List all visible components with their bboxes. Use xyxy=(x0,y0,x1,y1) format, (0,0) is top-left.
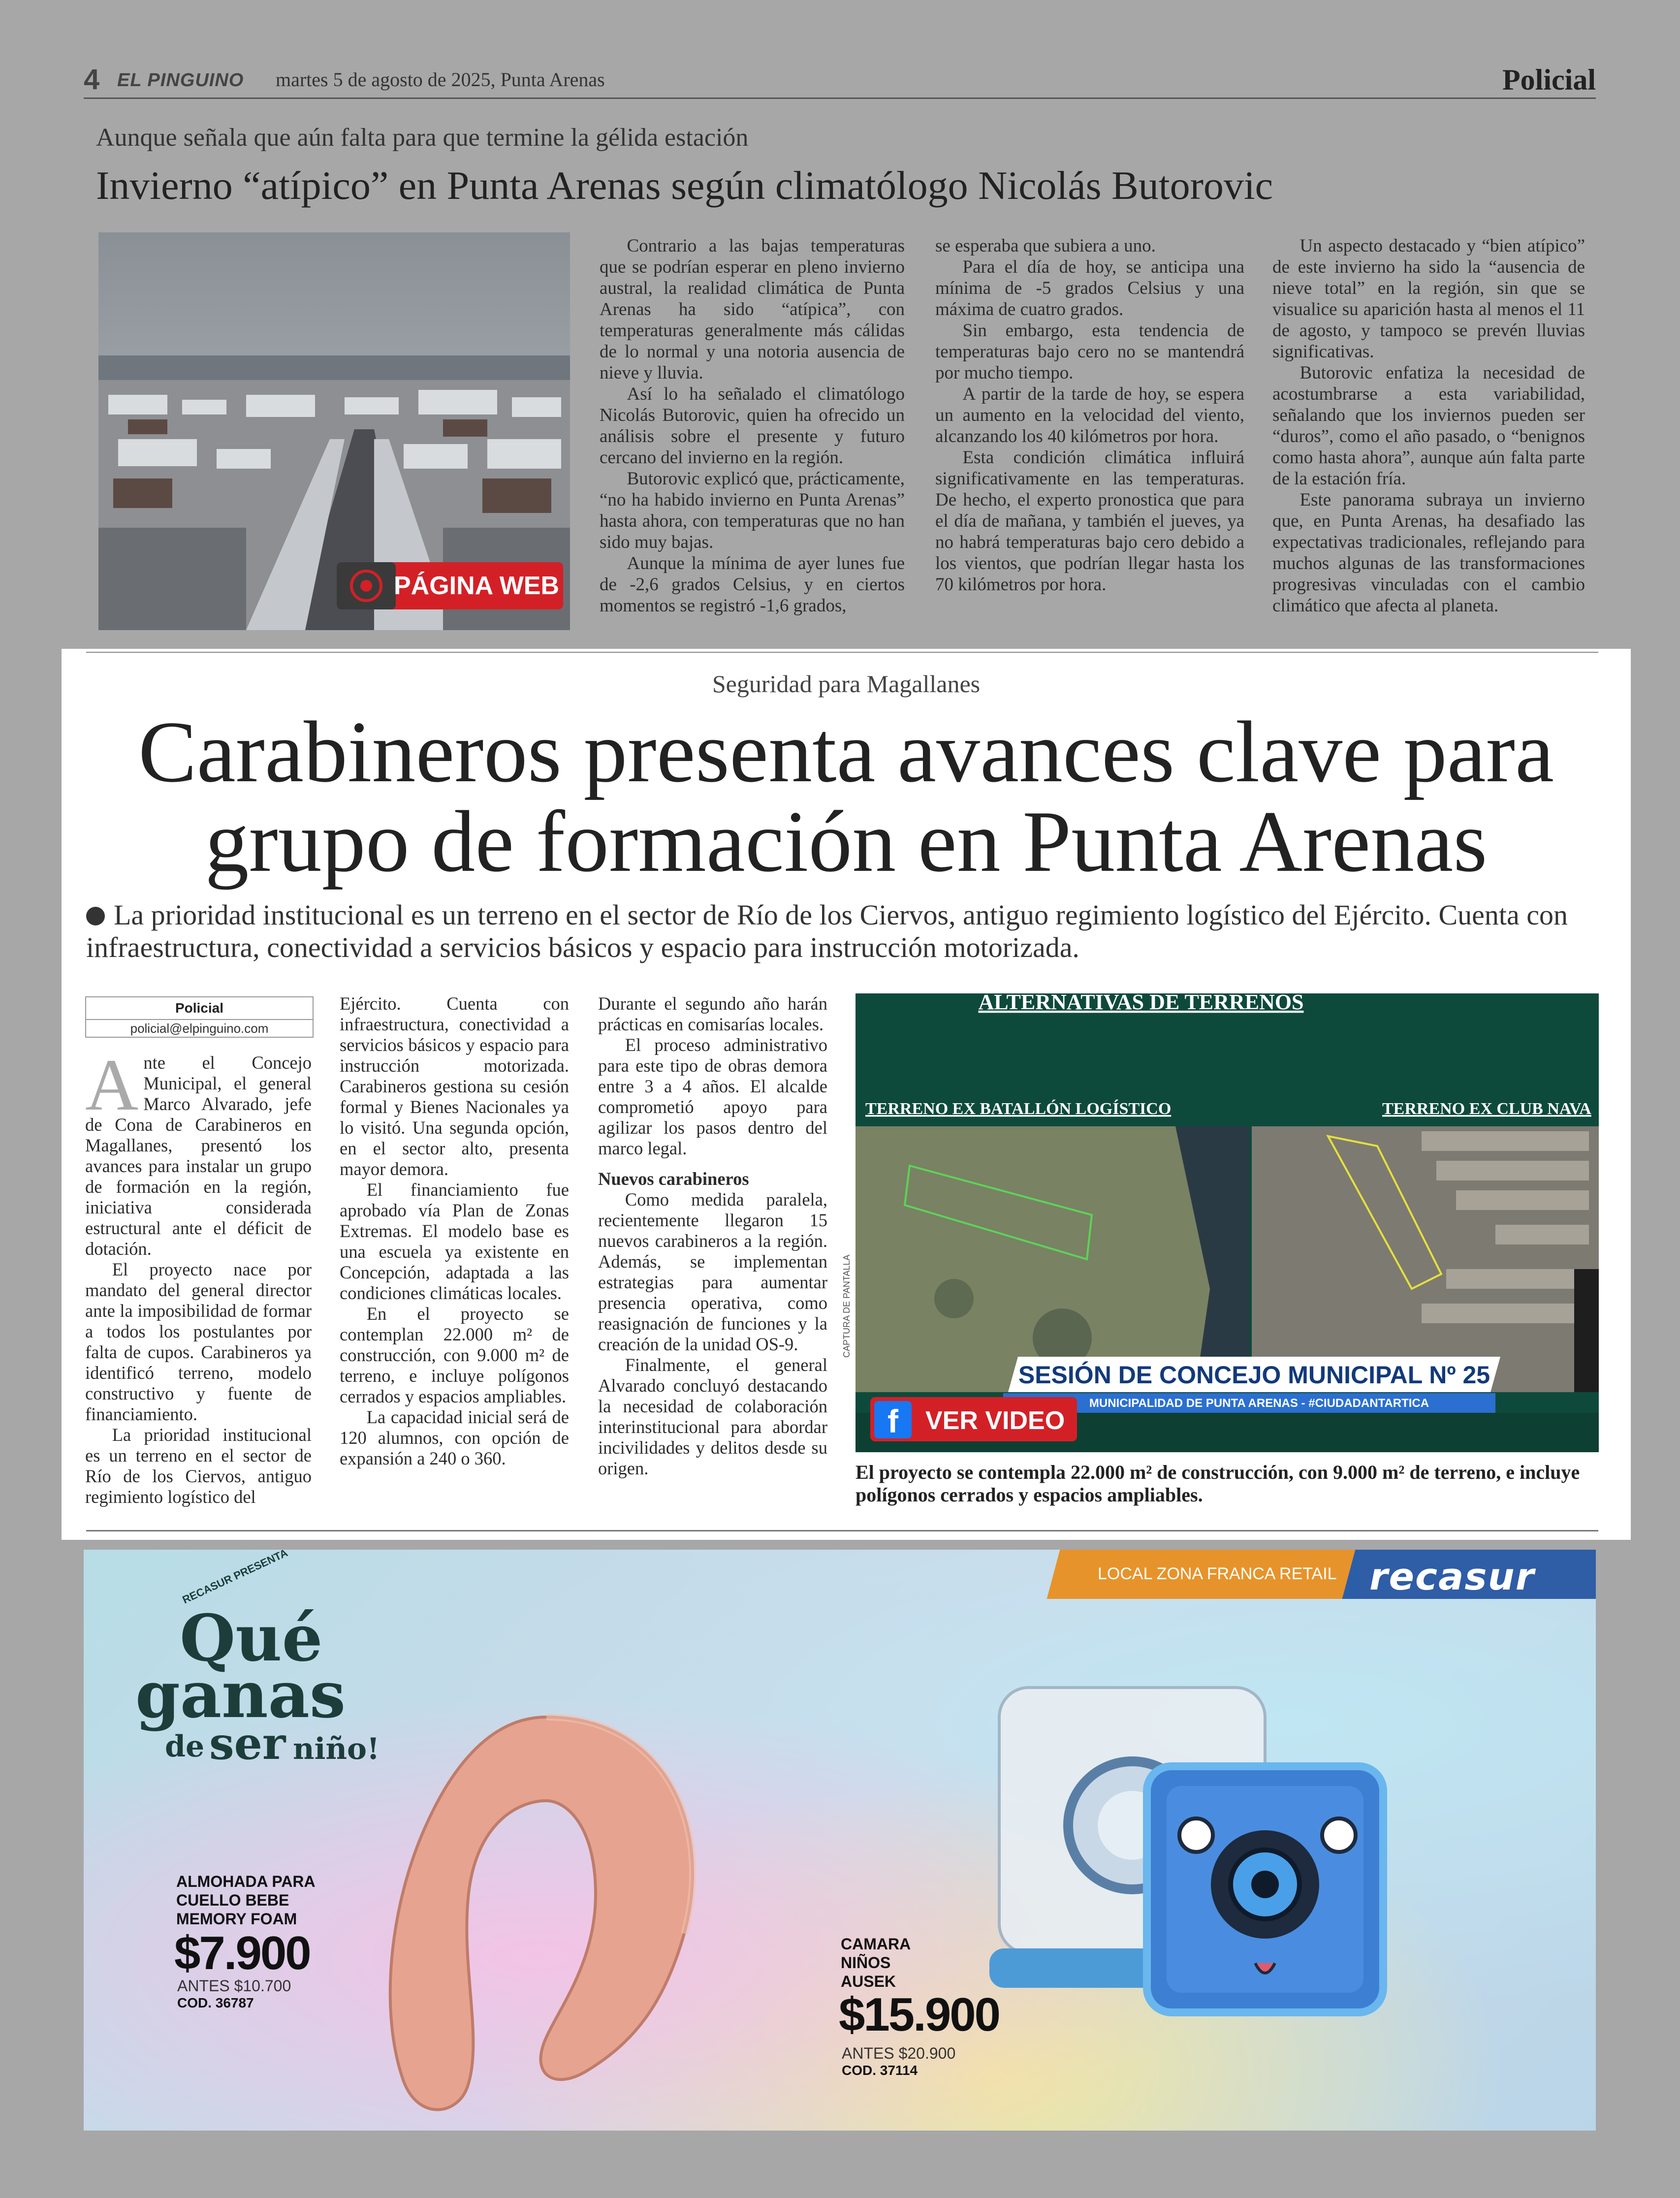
campaign-logo xyxy=(126,1546,381,1786)
paragraph: Butorovic explicó que, prácticamente, “no ha habido invierno en Punta Arenas” hasta ahora, con temperaturas que no han sido muy bajas. xyxy=(600,469,905,552)
advertisement[interactable] xyxy=(84,1546,1596,2131)
paragraph: Esta condición climática influirá significativamente en las temperaturas. De hecho, el experto pronostica que para el día de mañana, y también el jueves, ya no habrá temperaturas bajo cero debido a los vientos, que podrían llegar hasta los 70 kilómetros por hora. xyxy=(935,447,1244,595)
lead-text: nte el Concejo Municipal, el general Marco Alvarado, jefe de Cona de Carabineros en Magallanes, presentó los avances para instalar un grupo de formación en la región, iniciativa considerada estructural ante el déficit de dotación. xyxy=(85,1052,312,1259)
paragraph: El proceso administrativo para este tipo de obras demora entre 3 a 4 años. El alcalde comprometió apoyo para agilizar los pasos dentro del marco legal. xyxy=(598,1035,827,1158)
meeting-slide-image xyxy=(856,990,1599,1452)
lead-paragraph xyxy=(85,1044,312,1259)
paragraph: La prioridad institucional es un terreno en el sector de Río de los Ciervos, antiguo regimiento logístico del xyxy=(85,1425,312,1507)
article1-photo xyxy=(98,232,570,630)
product-1-old-price: ANTES $10.700 xyxy=(177,1977,291,1995)
tag-section: Policial xyxy=(175,1000,224,1016)
product-1-code: COD. 36787 xyxy=(177,1995,254,2010)
article1-column-2 xyxy=(935,235,1244,595)
paragraph: El financiamiento fue aprobado vía Plan de Zonas Extremas. El modelo base es una escuela ya existente en Concepción, adaptada a las condiciones climáticas locales. xyxy=(340,1179,569,1303)
paragraph: Sin embargo, esta tendencia de temperaturas bajo cero no se mantendrá por mucho tiempo. xyxy=(935,320,1244,383)
logo-line: de xyxy=(165,1729,205,1764)
paragraph: se esperaba que subiera a uno. xyxy=(935,236,1156,256)
article2-deck xyxy=(86,899,1592,964)
featured-article xyxy=(62,649,1631,1540)
photo-caption: El proyecto se contempla 22.000 m² de construcción, con 9.000 m² de terreno, e incluye polígonos cerrados y espacios ampliables. xyxy=(856,1461,1580,1506)
paragraph: Butorovic enfatiza la necesidad de acostumbrarse a esta variabilidad, señalando que los inviernos pueden ser “duros”, como el año pasado, o “benignos como hasta ahora”, aunque aún falta parte de la estación fría. xyxy=(1272,363,1585,489)
neck-pillow-image xyxy=(359,1697,733,2131)
bullet-icon xyxy=(86,907,105,925)
product-1-price: $7.900 xyxy=(174,1927,310,1979)
facebook-letter: f xyxy=(888,1403,898,1439)
logo-line: ser xyxy=(209,1718,286,1770)
article1-column-1 xyxy=(600,235,905,616)
drop-cap: A xyxy=(85,1044,139,1126)
name-line: CUELLO BEBE xyxy=(176,1891,289,1909)
logo-line: ganas xyxy=(135,1657,346,1732)
divider xyxy=(86,1530,1598,1531)
paragraph: Un aspecto destacado y “bien atípico” de este invierno ha sido la “ausencia de nieve total” en la región, sin que se visualice su aparición hasta al menos el 11 de agosto, y tampoco se prevén lluvias significativas. xyxy=(1272,236,1585,362)
paragraph: Para el día de hoy, se anticipa una mínima de -5 grados Celsius y una máxima de cuatro grados. xyxy=(935,257,1244,319)
paragraph: Aunque la mínima de ayer lunes fue de -2,6 grados Celsius, y en ciertos momentos se registró -1,6 grados, xyxy=(600,553,905,616)
brand-name: recasur xyxy=(1369,1555,1535,1598)
article2-headline xyxy=(62,703,1631,890)
header-date: martes 5 de agosto de 2025, Punta Arenas xyxy=(276,68,605,91)
article1-column-3 xyxy=(1272,235,1585,616)
paragraph: Finalmente, el general Alvarado concluyó destacando la necesidad de colaboración interinstitucional para abordar incivilidades y delitos desde su origen. xyxy=(598,1355,827,1478)
product-1-name xyxy=(176,1872,316,1928)
headline-line: grupo de formación en Punta Arenas xyxy=(205,793,1488,890)
paragraph: Así lo ha señalado el climatólogo Nicolás Butorovic, quien ha ofrecido un análisis sobre el presente y futuro cercano del invierno en la región. xyxy=(600,384,905,468)
paragraph: El proyecto nace por mandato del general director ante la imposibilidad de formar a todos los postulantes por falta de cupos. Carabineros ya identificó terreno, modelo constructivo y fuente de financiamiento. xyxy=(85,1259,312,1424)
left-map-label: TERRENO EX BATALLÓN LOGÍSTICO xyxy=(865,1100,1172,1118)
tag-email-link[interactable]: policial@elpinguino.com xyxy=(86,1019,313,1038)
video-screenshot xyxy=(856,990,1599,1452)
section-tag xyxy=(85,996,314,1038)
name-line: MEMORY FOAM xyxy=(176,1910,297,1928)
headline-line: Carabineros presenta avances clave para xyxy=(138,703,1554,800)
store-location-label: LOCAL ZONA FRANCA RETAIL xyxy=(1098,1564,1337,1583)
product-2-price: $15.900 xyxy=(839,1988,1000,2041)
paragraph: En el proyecto se contemplan 22.000 m² de construcción, con 9.000 m² de terreno, e incluye polígonos cerrados y espacios ampliables. xyxy=(340,1304,569,1406)
subheading: Nuevos carabineros xyxy=(598,1169,749,1189)
logo-top: RECASUR PRESENTA xyxy=(180,1546,290,1606)
article1-headline: Invierno “atípico” en Punta Arenas según climatólogo Nicolás Butorovic xyxy=(96,163,1273,208)
page-header xyxy=(84,63,1596,99)
watch-video-button[interactable] xyxy=(870,1397,1077,1441)
paragraph: La capacidad inicial será de 120 alumnos, con opción de expansión a 240 o 360. xyxy=(340,1407,569,1468)
article2-column-2 xyxy=(340,993,569,1469)
slide-title: ALTERNATIVAS DE TERRENOS xyxy=(978,990,1304,1014)
newspaper-brand: EL PINGUINO xyxy=(117,70,244,91)
right-map-label: TERRENO EX CLUB NAVA xyxy=(1382,1100,1591,1118)
snowy-city-photo xyxy=(98,232,570,630)
deck-text: La prioridad institucional es un terreno en el sector de Río de los Ciervos, antiguo regimiento logístico del Ejército. Cuenta con infraestructura, conectividad a servicios básicos y espacio para instrucción motorizada. xyxy=(86,899,1568,963)
right-aerial-map xyxy=(1252,1126,1599,1392)
paragraph: Como medida paralela, recientemente llegaron 15 nuevos carabineros a la región. Además, se implementan estrategias para aumentar presencia operativa, como reasignación de funciones y la creación de la unidad OS-9. xyxy=(598,1189,827,1354)
section-name: Policial xyxy=(1502,64,1596,96)
paragraph: A partir de la tarde de hoy, se espera un aumento en la velocidad del viento, alcanzando los 40 kilómetros por hora. xyxy=(935,384,1244,446)
product-2-name xyxy=(841,1935,911,1991)
session-banner xyxy=(1003,1357,1500,1413)
photo-credit: CAPTURA DE PANTALLA xyxy=(842,1254,852,1358)
name-line: CAMARA xyxy=(841,1935,911,1953)
paragraph: Ejército. Cuenta con infraestructura, conectividad a servicios básicos y espacio para instrucción motorizada. Carabineros gestiona su cesión formal y Bienes Nacionales ya lo visitó. Una segunda opción, en el sector alto, presenta mayor demora. xyxy=(340,993,569,1179)
article2-kicker: Seguridad para Magallanes xyxy=(712,670,981,698)
article1-kicker: Aunque señala que aún falta para que termine la gélida estación xyxy=(96,124,749,152)
article2-column-3 xyxy=(598,993,827,1479)
name-line: ALMOHADA PARA xyxy=(176,1873,316,1890)
kids-camera-image xyxy=(960,1619,1541,2052)
watch-video-label: VER VIDEO xyxy=(925,1406,1065,1435)
paragraph: Contrario a las bajas temperaturas que se podrían esperar en pleno invierno austral, la realidad climática de Punta Arenas ha sido “atípica”, con temperaturas generalmente más cálidas de lo normal y una notoria ausencia de nieve y lluvia. xyxy=(600,236,905,383)
name-line: AUSEK xyxy=(841,1973,896,1990)
paragraph: Durante el segundo año harán prácticas en comisarías locales. xyxy=(598,993,827,1034)
banner-title: SESIÓN DE CONCEJO MUNICIPAL Nº 25 xyxy=(1018,1361,1490,1389)
brand-logo xyxy=(1359,1550,1596,1599)
logo-line: niño! xyxy=(293,1732,380,1766)
divider xyxy=(86,652,1598,653)
page-web-badge[interactable] xyxy=(337,562,563,609)
store-location-tag xyxy=(1068,1550,1359,1599)
paragraph: Este panorama subraya un invierno que, en Punta Arenas, ha desafiado las expectativas tradicionales, reflejando para muchos algunas de las transformaciones progresivas vinculadas con el cambio climático que afecta al planeta. xyxy=(1272,490,1585,616)
page-number: 4 xyxy=(84,64,100,96)
logo-line: Qué xyxy=(180,1600,323,1676)
product-2-code: COD. 37114 xyxy=(842,2063,918,2078)
name-line: NIÑOS xyxy=(841,1954,891,1972)
page-web-label: PÁGINA WEB xyxy=(393,572,560,600)
product-2-old-price: ANTES $20.900 xyxy=(842,2044,956,2062)
left-aerial-map xyxy=(856,1126,1249,1392)
article2-column-1 xyxy=(85,1044,312,1507)
banner-subtitle: MUNICIPALIDAD DE PUNTA ARENAS - #CIUDADANTARTICA xyxy=(1089,1397,1429,1410)
